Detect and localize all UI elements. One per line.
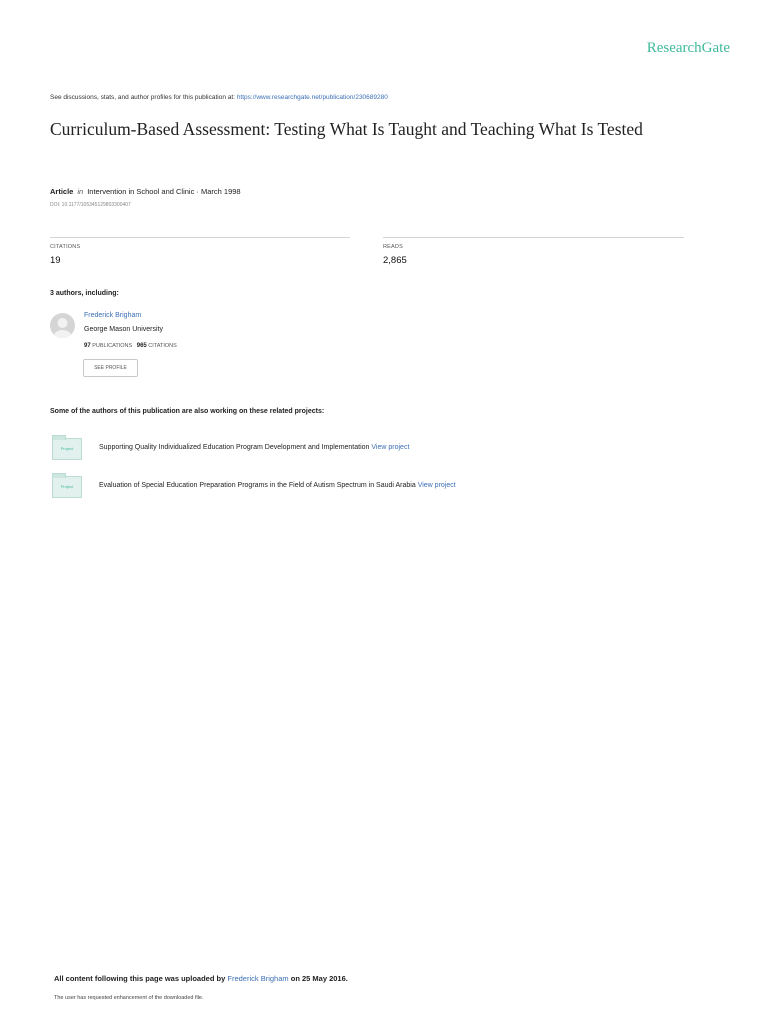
doi[interactable]: DOI: 10.1177/105345129803300407: [50, 202, 131, 208]
author-stats: [84, 343, 177, 349]
researchgate-logo[interactable]: ResearchGate: [646, 40, 730, 56]
article-type: Article: [50, 187, 74, 196]
author-affiliation: George Mason University: [84, 326, 163, 333]
publications-count: 97: [84, 343, 91, 349]
person-icon: [50, 313, 75, 338]
upload-suffix: on 25 May 2016.: [290, 974, 348, 983]
uploader-link[interactable]: Frederick Brigham: [227, 974, 289, 983]
upload-note: [54, 974, 348, 983]
project-title: Supporting Quality Individualized Education Program Development and Implementation: [99, 444, 370, 451]
citations-label: CITATIONS: [50, 244, 81, 250]
avatar[interactable]: [50, 313, 75, 338]
discussion-line: [50, 94, 388, 101]
page-title: Curriculum-Based Assessment: Testing What Is Taught and Teaching What Is Tested: [50, 119, 643, 139]
reads-value: 2,865: [383, 255, 407, 266]
projects-heading: Some of the authors of this publication are also working on these related projects:: [50, 408, 325, 415]
project-title: Evaluation of Special Education Preparation Programs in the Field of Autism Spectrum in Saudi Arabia: [99, 482, 416, 489]
publications-label: PUBLICATIONS: [92, 343, 133, 349]
divider-reads: [383, 237, 684, 238]
discussion-text: See discussions, stats, and author profiles for this publication at:: [50, 94, 235, 101]
divider-citations: [50, 237, 350, 238]
upload-prefix: All content following this page was uploaded by: [54, 974, 226, 983]
author-citations-count: 965: [136, 343, 147, 349]
journal-info[interactable]: Intervention in School and Clinic · March 1998: [87, 187, 241, 196]
project-item: [99, 444, 409, 451]
citations-value: 19: [50, 255, 61, 266]
project-icon: Project: [52, 438, 82, 460]
author-citations-label: CITATIONS: [148, 343, 177, 349]
enhancement-note: The user has requested enhancement of the downloaded file.: [54, 995, 204, 1001]
in-word: in: [77, 187, 84, 196]
article-meta: [50, 187, 241, 196]
reads-label: READS: [383, 244, 403, 250]
view-project-link[interactable]: View project: [417, 482, 456, 489]
project-icon: Project: [52, 476, 82, 498]
authors-heading: 3 authors, including:: [50, 290, 119, 297]
see-profile-button[interactable]: SEE PROFILE: [83, 359, 138, 377]
author-name[interactable]: Frederick Brigham: [84, 312, 142, 319]
publication-link[interactable]: https://www.researchgate.net/publication/230689280: [236, 94, 388, 101]
project-item: [99, 482, 456, 489]
view-project-link[interactable]: View project: [371, 444, 410, 451]
